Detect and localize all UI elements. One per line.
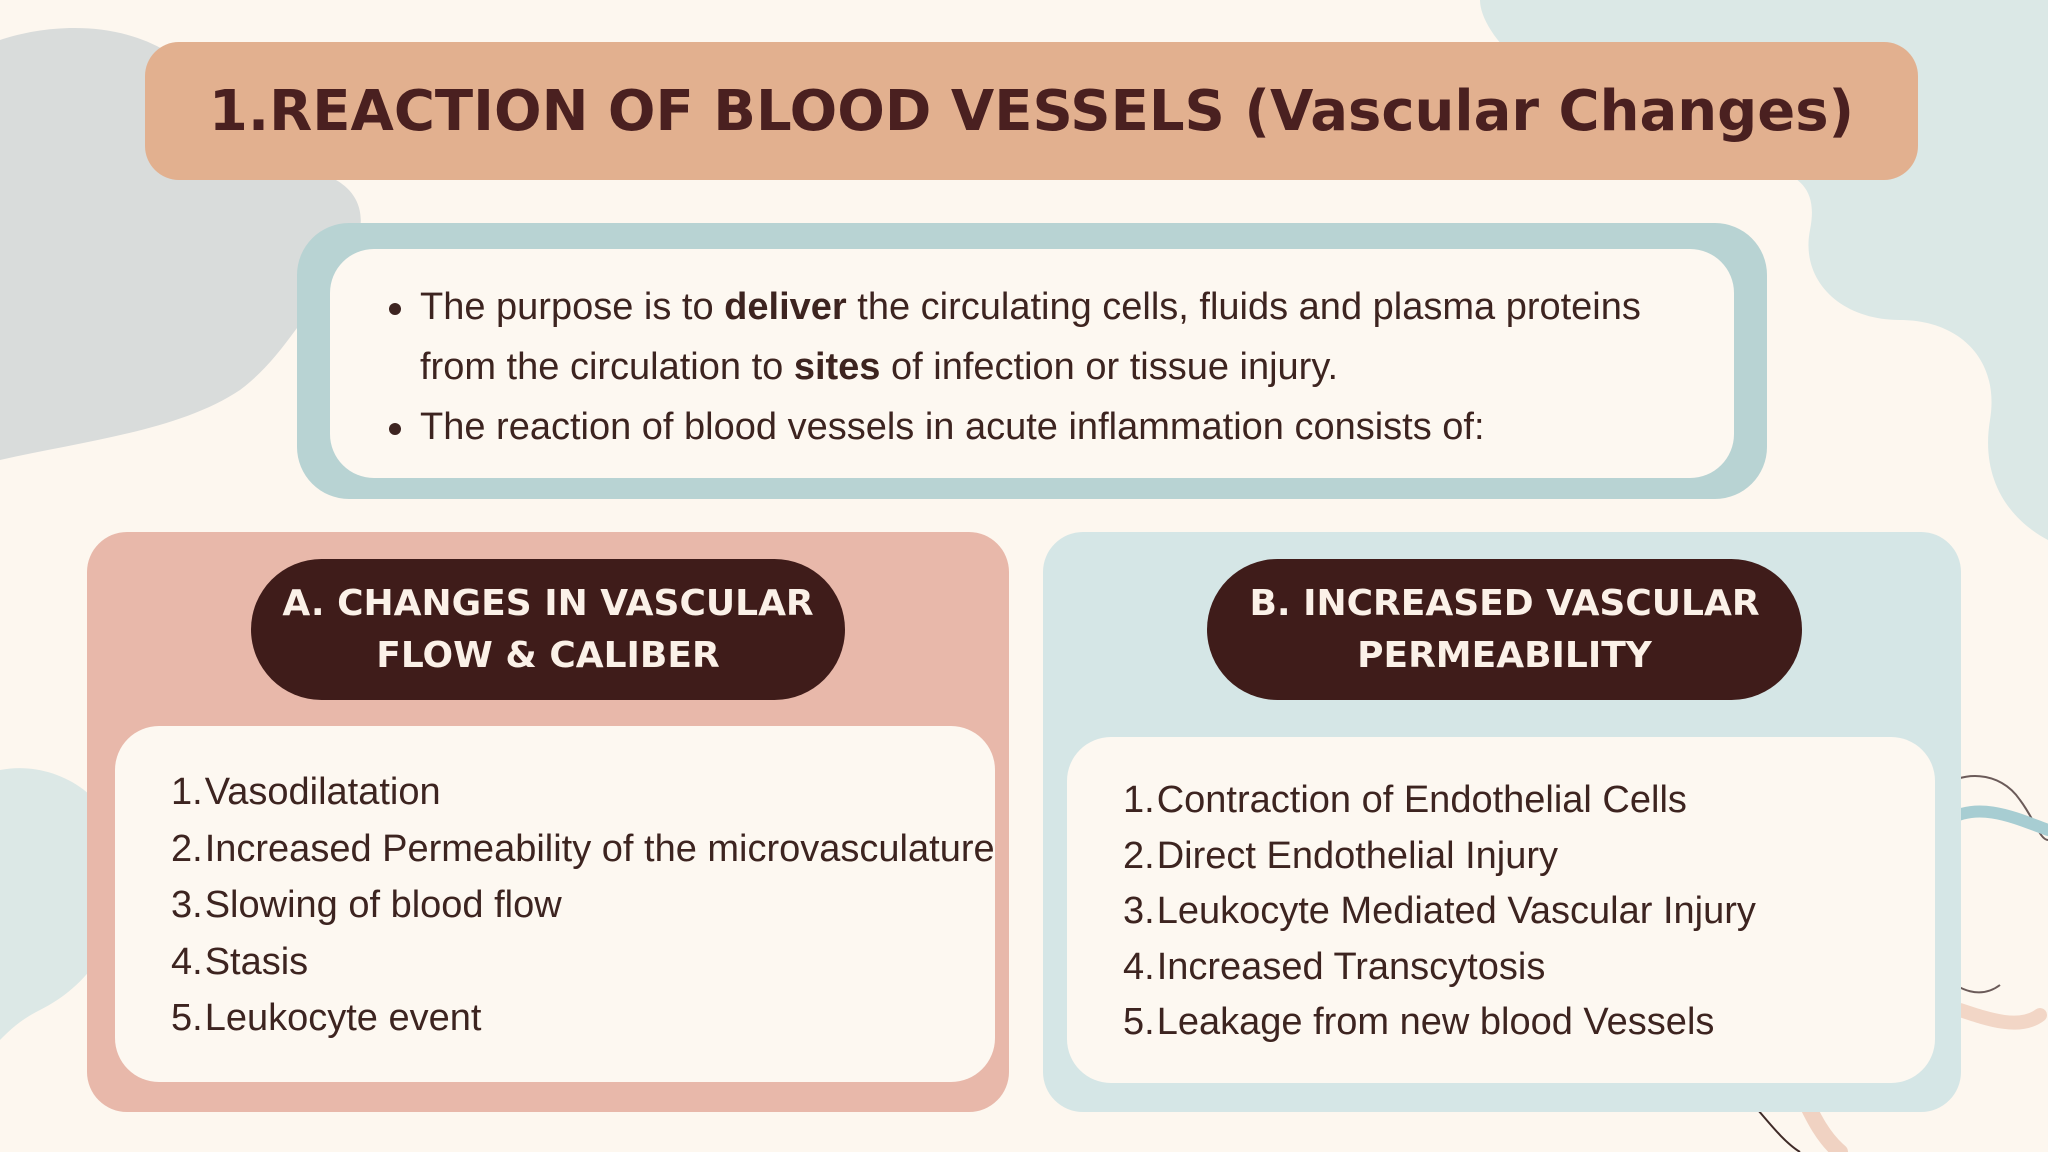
bullet-text: The purpose is to	[420, 286, 725, 328]
list-item	[1123, 940, 1935, 996]
list-number: 3.	[171, 884, 203, 926]
list-text: Vasodilatation	[204, 771, 441, 813]
list-number: 5.	[171, 997, 203, 1039]
list-item	[171, 821, 995, 878]
list-number: 4.	[171, 940, 203, 983]
list-number: 5.	[1123, 1001, 1155, 1043]
bullet-text: of infection or tissue injury.	[880, 346, 1339, 388]
list-item	[171, 764, 995, 821]
list-text: Contraction of Endothelial Cells	[1156, 779, 1687, 821]
intro-bullet-purpose	[420, 277, 1694, 397]
list-number: 4.	[1123, 945, 1155, 988]
list-item	[1123, 995, 1935, 1051]
list-item	[1123, 773, 1935, 829]
list-item	[1123, 884, 1935, 940]
bullet-text: from the circulation to	[420, 346, 794, 388]
list-number: 2.	[171, 827, 203, 870]
list-text: Stasis	[204, 940, 309, 983]
list-number: 3.	[1123, 890, 1155, 932]
list-text: Leukocyte Mediated Vascular Injury	[1156, 890, 1756, 932]
bullet-emphasis-sites: sites	[793, 346, 881, 388]
list-item	[171, 990, 995, 1047]
intro-box	[330, 249, 1734, 478]
list-item	[171, 934, 995, 991]
section-a-heading-line2: FLOW & CALIBER	[376, 634, 720, 676]
section-a-heading-line1: A. CHANGES IN VASCULAR	[282, 582, 814, 624]
page-title: 1.REACTION OF BLOOD VESSELS (Vascular Changes)	[208, 78, 1855, 144]
teal-squiggle-right	[1948, 811, 2048, 830]
list-number: 1.	[171, 771, 203, 813]
section-b-heading-line1: B. INCREASED VASCULAR	[1249, 582, 1760, 624]
section-a-heading	[251, 559, 845, 700]
list-text: Increased Transcytosis	[1156, 945, 1546, 988]
section-a-list	[115, 726, 995, 1082]
intro-bullet-reaction	[420, 397, 1694, 457]
bullet-text: The reaction of blood vessels in acute inflammation consists of:	[420, 406, 1485, 448]
list-text: Leukocyte event	[204, 997, 482, 1039]
list-text: Increased Permeability of the microvasculature	[204, 827, 995, 870]
bullet-emphasis-deliver: deliver	[724, 286, 847, 328]
list-text: Slowing of blood flow	[204, 884, 562, 926]
list-item	[171, 877, 995, 934]
section-b-heading-line2: PERMEABILITY	[1357, 634, 1652, 676]
list-number: 1.	[1123, 779, 1155, 821]
list-text: Direct Endothelial Injury	[1156, 834, 1559, 877]
section-b-heading	[1207, 559, 1802, 700]
peach-squiggle-bottom	[1960, 1010, 2040, 1023]
list-item	[1123, 829, 1935, 885]
list-text: Leakage from new blood Vessels	[1156, 1001, 1715, 1043]
section-b-list	[1067, 737, 1935, 1083]
bullet-text: the circulating cells, fluids and plasma proteins	[846, 286, 1641, 328]
list-number: 2.	[1123, 834, 1155, 877]
title-bar	[145, 42, 1918, 180]
